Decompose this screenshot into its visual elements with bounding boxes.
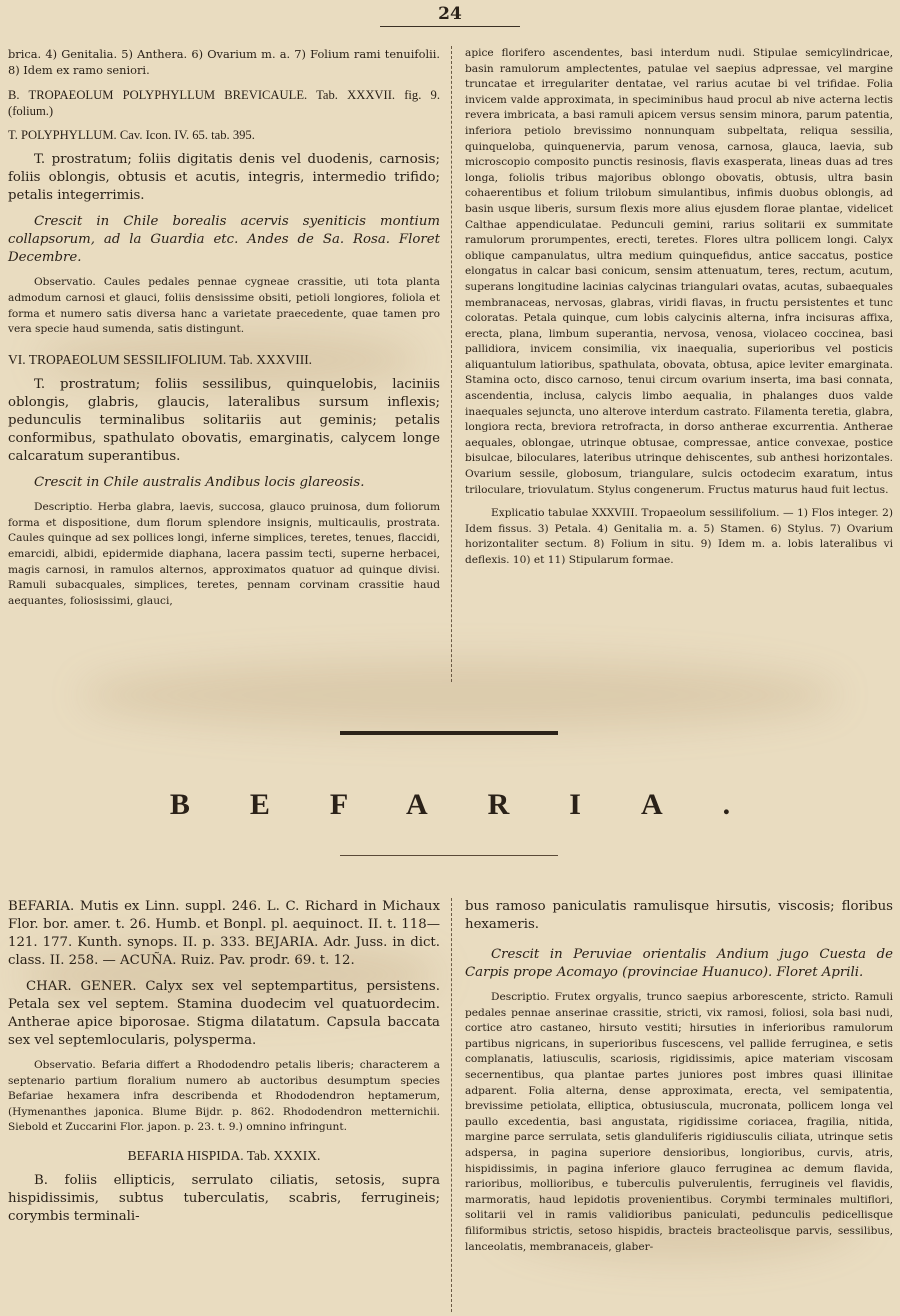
- column-bottom-right: [465, 898, 893, 1263]
- paper-stain: [80, 660, 840, 730]
- diagnosis: T. prostratum; foliis digitatis denis vel duodenis, carnosis; foliis oblongis, obtusis et acutis, integris, intermedio trifido; petalis integerrimis.: [8, 152, 440, 204]
- variety-heading: B. TROPAEOLUM POLYPHYLLUM BREVICAULE. Tab. XXXVII. fig. 9. (folium.): [8, 87, 440, 118]
- section-rule: [340, 855, 558, 856]
- column-bottom-left: [8, 898, 440, 1234]
- plate-explanation: Explicatio tabulae XXXVIII. Tropaeolum sessilifolium. — 1) Flos integer. 2) Idem fissus. 3) Petala. 4) Genitalia m. a. 5) Stamen. 6) Stylus. 7) Ovarium horizontaliter sectum. 8) Folium in situ. 9) Idem m. a. lobis lateralibus vi deflexis. 10) et 11) Stipularum formae.: [465, 507, 893, 566]
- description-continued: apice florifero ascendentes, basi interdum nudi. Stipulae semicylindricae, basin ramulorum amplectentes, patulae vel saepius adpressae, vel margine truncatae et irregulariter dentatae, vel rarius acutae bi vel trifidae. Folia invicem valde approximata, in speciminibus haud procul ab nive acterna lectis revera imbricata, a basi ramuli apicem versus sensim minora, parum patentia, inferiora petiolo brevissimo nonnunquam subpeltata, reliqua sessilia, quinqueloba, quinquenervia, parum venosa, carnosa, glauca, laevia, sub microscopio composito punctis resinosis, flavis exasperata, lineas duas ad tres longa, foliolis tribus majoribus oblongo obovatis, obtusis, ultra basin cohaerentibus et folium trilobum simulantibus, infimis duobus oblongis, ad basin usque liberis, sursum flexis more alius ejusdem florae plantae, videlicet Calthae appendiculatae. Pedunculi gemini, rarius solitarii ex summitate ramulorum prorumpentes, erecti, teretes. Flores ultra pollicem longi. Calyx oblique campanulatus, ultra medium quinquefidus, antice saccatus, postice elongatus in calcar basi conicum, sensim attenuatum, teres, rectum, acutum, superans longitudine lacinias calycinas triangulari ovatas, acutas, subaequales membranaceas, nervosas, glabras, viridi flavas, in fructu persistentes et tunc coloratas. Petala quinque, cum lobis calycinis alterna, infra incisuras affixa, erecta, plana, limbum superantia, nervosa, venosa, violaceo coccinea, basi pallidiora, invicem consimilia, vix inaequalia, superioribus vel posticis aliquantulum latioribus, spathulata, obovata, obtusa, apice leviter emarginata. Stamina octo, disco carnoso, tenui circum ovarium inserta, ima basi connata, ascendentia, inclusa, calycis limbo aequalia, in phalanges duos valde inaequales sejuncta, uno alterove interdum castrato. Filamenta teretia, glabra, longiora recta, breviora retrofracta, in dorso antherae excurrentia. Antherae aequales, oblongae, utrinque obtusae, compressae, antice convexae, postice bisulcae, biloculares, lateribus utrinque dehiscentes, sub anthesi horizontales. Ovarium sessile, globosum, triangulare, sulcis octodecim exaratum, intus triloculare, triovulatum. Stylus congenerum. Fructus maturus haud fuit lectus.: [465, 47, 893, 496]
- column-top-left: [8, 46, 440, 617]
- diagnosis-continued: bus ramoso paniculatis ramulisque hirsutis, viscosis; floribus hexameris.: [465, 899, 893, 932]
- habitat: Crescit in Chile borealis acervis syeniticis montium collapsorum, ad la Guardia etc. Andes de Sa. Rosa. Floret Decembre.: [8, 214, 440, 266]
- description: Descriptio. Frutex orgyalis, trunco saepius arborescente, stricto. Ramuli pedales pennae anserinae crassitie, stricti, vix ramosi, foliosi, sola basi nudi, cortice atro castaneo, hirsuto vestiti; hirsuties in inferioribus ramulorum partibus nigricans, in superioribus fuscescens, vel pallide ferruginea, e setis complanatis, latiusculis, scariosis, rigidissimis, apice materiam viscosam secernentibus, qua plantae partes juniores post imbres quasi illinitae adparent. Folia alterna, dense approximata, erecta, vel semipatentia, brevissime petiolata, elliptica, obtusiuscula, mucronata, pollicem longa vel paullo excedentia, basi angustata, rigidissime coriacea, fragilia, nitida, margine parce serrulata, setis glanduliferis rigidiusculis ciliata, utrinque setis adspersa, in pagina superiore densioribus, longioribus, curvis, atris, hispidissimis, in pagina inferiore glauco ferruginea ac demum flavida, rarioribus, mollioribus, e tuberculis pulverulentis, ferrugineis vel flavidis, marmoratis, haud lepidotis provenientibus. Corymbi terminales multiflori, solitarii vel in ramis validioribus paniculati, pedunculis pedicellisque filiformibus strictis, setoso hispidis, bracteis bracteolisque parvis, sessilibus, lanceolatis, membranaceis, glaber-: [465, 991, 893, 1253]
- habitat: Crescit in Peruviae orientalis Andium jugo Cuesta de Carpis prope Acomayo (provinciae Huanuco). Floret Aprili.: [465, 947, 893, 980]
- genus-citation: BEFARIA. Mutis ex Linn. suppl. 246. L. C. Richard in Michaux Flor. bor. amer. t. 26. Humb. et Bonpl. pl. aequinoct. II. t. 118—121. 177. Kunth. synops. II. p. 333. BEJARIA. Adr. Juss. in dict. class. II. 258. — ACUÑA. Ruiz. Pav. prodr. 69. t. 12.: [8, 899, 440, 968]
- species-heading: BEFARIA HISPIDA. Tab. XXXIX.: [127, 1147, 321, 1163]
- description: Descriptio. Herba glabra, laevis, succosa, glauco pruinosa, dum foliorum forma et dispositione, dum florum splendore insignis, multicaulis, prostrata. Caules quinque ad sex pollices longi, inferne simplices, teretes, tenues, flaccidi, emarcidi, albidi, epidermide diaphana, lacera passim tecti, superne herbacei, magis carnosi, in ramulos alternos, approximatos quatuor ad quinque divisi. Ramuli subacquales, simplices, teretes, pennam corvinam crassitie haud aequantes, foliosissimi, glauci,: [8, 501, 440, 607]
- diagnosis: T. prostratum; foliis sessilibus, quinquelobis, laciniis oblongis, glabris, glaucis, lateralibus sursum inflexis; pedunculis terminalibus solitariis aut geminis; petalis conformibus, spathulato obovatis, emarginatis, calycem longe calcaratum superantibus.: [8, 377, 440, 465]
- column-divider: [451, 46, 458, 682]
- observation: Observatio. Befaria differt a Rhododendro petalis liberis; characterem a septenario partium floralium numero ab auctoribus desumptum species Befariae hexamera infra describenda et Rhododendron heptamerum, (Hymenanthes japonica. Blume Bijdr. p. 862. Rhododendron metternichii. Siebold et Zuccarini Flor. japon. p. 23. t. 9.) omnino infringunt.: [8, 1059, 440, 1134]
- diagnosis: B. foliis ellipticis, serrulato ciliatis, setosis, supra hispidissimis, subtus tuberculatis, scabris, ferrugineis; corymbis terminali-: [8, 1173, 440, 1225]
- synonym-citation: T. POLYPHYLLUM. Cav. Icon. IV. 65. tab. 395.: [8, 128, 255, 143]
- section-rule: [340, 731, 558, 735]
- generic-character: CHAR. GENER. Calyx sex vel septempartitus, persistens. Petala sex vel septem. Stamina duodecim vel quatuordecim. Antherae apice biporosae. Stigma dilatatum. Capsula baccata sex vel septemlocularis, polysperma.: [8, 979, 440, 1048]
- column-top-right: [465, 46, 893, 577]
- column-divider: [451, 898, 458, 1312]
- page-number: 24: [438, 4, 462, 24]
- species-heading: VI. TROPAEOLUM SESSILIFOLIUM. Tab. XXXVIII.: [8, 351, 313, 367]
- header-rule: [380, 26, 520, 27]
- genus-title: BEFARIA.: [169, 788, 791, 821]
- habitat: Crescit in Chile australis Andibus locis glareosis.: [34, 475, 365, 491]
- observation: Observatio. Caules pedales pennae cygneae crassitie, uti tota planta admodum carnosi et glauci, foliis densissime obsiti, petioli longiores, foliola et forma et numero satis diversa hanc a varietate praecedente, quae tamen pro vera specie haud sumenda, satis distingunt.: [8, 276, 440, 336]
- figure-list: brica. 4) Genitalia. 5) Anthera. 6) Ovarium m. a. 7) Folium rami tenuifolii. 8) Idem ex ramo seniori.: [8, 47, 440, 78]
